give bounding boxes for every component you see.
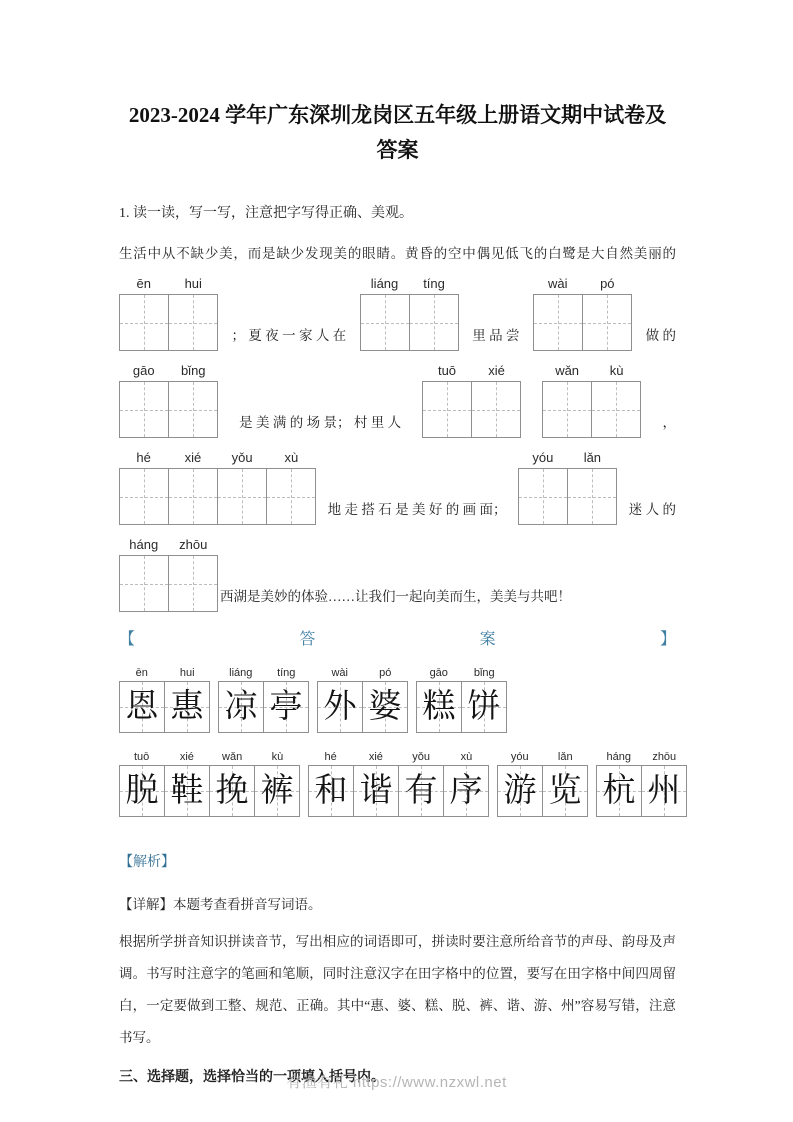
pinyin-label: xié [488,363,505,378]
watermark-footer: 有渔有礼 https://www.nzxwl.net [286,1074,507,1091]
tianzige-box [416,681,507,733]
inline-sentence-text: ， [662,415,676,430]
tianzige-cell [168,469,217,524]
answer-character: 州 [647,772,681,809]
tianzige-cell [361,295,409,350]
tianzige-box [119,681,210,733]
tianzige-cell [254,766,299,816]
pinyin-label: gāo [429,667,448,679]
answer-grid-rows [119,666,681,817]
pinyin-label: ēn [135,667,148,679]
tianzige-cell [417,682,461,732]
answer-character: 挽 [215,772,249,809]
tianzige-cell [168,556,217,611]
pinyin-row [119,362,218,381]
tianzige-box [119,294,218,351]
pinyin-label: wǎn [555,363,580,378]
inline-sentence-text: 地 走 搭 石 是 美 好 的 画 面； [327,502,507,517]
pinyin-label: pó [600,276,615,291]
pinyin-label: yǒu [412,751,430,763]
pinyin-label: wǎn [222,751,243,763]
pinyin-label: xù [284,450,299,465]
answer-character: 游 [503,772,537,809]
inline-sentence-text: 迷 人 的 [628,502,676,517]
answer-grid [308,750,489,817]
pinyin-label: zhōu [179,537,208,552]
tianzige-box [308,765,489,817]
tianzige-cell [498,766,542,816]
page-title-line1: 2023-2024 学年广东深圳龙岗区五年级上册语文期中试卷及 [128,103,667,127]
tianzige-cell [409,295,458,350]
pinyin-row [360,275,459,294]
tianzige-cell [362,682,407,732]
tianzige-cell [423,382,471,437]
tianzige-cell [353,766,398,816]
tianzige-cell [309,766,353,816]
pinyin-label: ēn [136,276,151,291]
answer-section-header [119,628,676,652]
answer-character: 恩 [125,688,159,725]
pinyin-label: tíng [423,276,445,291]
pinyin-row [119,750,300,765]
detail-intro: 本题考查看拼音写词语。 [173,897,322,912]
writing-grid [360,275,459,351]
writing-grid [533,275,632,351]
pinyin-label: bǐng [473,667,495,679]
pinyin-row [596,750,687,765]
tianzige-cell [120,295,168,350]
question-grid-row [119,449,676,525]
page-title-line2: 答案 [376,138,419,162]
writing-grid [119,449,316,525]
tianzige-box [317,681,408,733]
pinyin-label: hui [184,276,202,291]
answer-character: 凉 [224,688,258,725]
writing-grid [119,362,218,438]
pinyin-row [119,449,316,468]
pinyin-label: liáng [229,667,253,679]
tianzige-cell [120,469,168,524]
pinyin-label: hé [136,450,151,465]
inline-sentence-text: 做 的 [645,328,676,343]
answer-character: 脱 [125,772,159,809]
pinyin-row [497,750,588,765]
tianzige-cell [471,382,520,437]
tianzige-cell [120,682,164,732]
tianzige-cell [461,682,506,732]
writing-grid [542,362,641,438]
writing-grid [119,275,218,351]
answer-grid [596,750,687,817]
question-grid-row [119,362,676,438]
answer-grid [416,666,507,733]
pinyin-label: tíng [277,667,296,679]
pinyin-label: kù [609,363,624,378]
pinyin-label: xié [368,751,383,763]
next-section-heading: 三、选择题，选择恰当的一项填入括号内。 [119,1070,385,1085]
writing-grid [119,536,218,612]
analysis-header: 【解析】 [119,855,175,870]
answer-header-char2: 案 [479,631,496,648]
pinyin-label: xié [184,450,202,465]
tianzige-box [119,555,218,612]
inline-sentence-text: 是 美 满 的 场 景； 村 里 人 [239,415,402,430]
tianzige-cell [266,469,315,524]
answer-header-close-bracket: 】 [659,631,676,648]
pinyin-label: háng [606,751,631,763]
tianzige-cell [164,766,209,816]
analysis-detail-line [119,894,676,916]
pinyin-label: bǐng [180,363,206,378]
pinyin-row [518,449,617,468]
answer-character: 谐 [359,772,393,809]
pinyin-row [422,362,521,381]
tianzige-cell [597,766,641,816]
tianzige-cell [443,766,488,816]
tianzige-cell [582,295,631,350]
pinyin-row [308,750,489,765]
tianzige-cell [209,766,254,816]
pinyin-row [542,362,641,381]
pinyin-label: tuō [133,751,150,763]
tianzige-box [497,765,588,817]
answer-character: 览 [548,772,582,809]
tianzige-cell [219,682,263,732]
answer-character: 糕 [422,688,456,725]
pinyin-label: kù [271,751,284,763]
detail-label: 【详解】 [119,897,173,912]
pinyin-row [119,666,210,681]
pinyin-label: tuō [437,363,457,378]
tianzige-box [596,765,687,817]
tianzige-box [360,294,459,351]
tianzige-cell [120,556,168,611]
tianzige-cell [591,382,640,437]
tianzige-box [119,468,316,525]
tianzige-cell [567,469,616,524]
question-1-intro-text: 生活中从不缺少美，而是缺少发现美的眼睛。黄昏的空中偶见低飞的白鹭是大自然美丽的 [119,246,676,261]
answer-character: 和 [314,772,348,809]
tianzige-cell [120,766,164,816]
answer-character: 裤 [260,772,294,809]
pinyin-row [416,666,507,681]
tianzige-cell [519,469,567,524]
pinyin-label: wài [331,667,348,679]
pinyin-row [533,275,632,294]
tianzige-cell [534,295,582,350]
pinyin-label: xù [460,751,473,763]
pinyin-label: pó [379,667,392,679]
tianzige-box [218,681,309,733]
tianzige-cell [168,295,217,350]
tianzige-cell [641,766,686,816]
question-1-prompt: 1. 读一读，写一写，注意把字写得正确、美观。 [119,206,413,221]
writing-grid [518,449,617,525]
tianzige-cell [318,682,362,732]
pinyin-label: zhōu [652,751,677,763]
tianzige-cell [263,682,308,732]
pinyin-label: xié [179,751,194,763]
answer-character: 外 [323,688,357,725]
inline-sentence-text: ； 夏 夜 一 家 人 在 [231,328,347,343]
tianzige-cell [168,382,217,437]
tianzige-box [119,381,218,438]
answer-grid [218,666,309,733]
pinyin-label: gāo [132,363,155,378]
answer-character: 饼 [467,688,501,725]
pinyin-label: lǎn [583,450,602,465]
tianzige-cell [542,766,587,816]
answer-grid [317,666,408,733]
tianzige-cell [398,766,443,816]
question-grid-rows [119,275,676,612]
answer-header-open-bracket: 【 [119,631,136,648]
tianzige-box [119,765,300,817]
answer-grid [119,666,210,733]
pinyin-row [119,275,218,294]
tianzige-cell [543,382,591,437]
tianzige-box [422,381,521,438]
tianzige-cell [217,469,266,524]
answer-character: 婆 [368,688,402,725]
analysis-paragraph: 根据所学拼音知识拼读音节，写出相应的词语即可，拼读时要注意所给音节的声母、韵母及声调。书写时注意字的笔画和笔顺，同时注意汉字在田字格中的位置，要写在田字格中间四周留白，一定要做到工整、规范、正确。其中“惠、婆、糕、脱、裤、谐、游、州”容易写错，注意书写。 [119,934,676,1045]
tianzige-cell [164,682,209,732]
pinyin-label: liáng [370,276,399,291]
answer-character: 有 [404,772,438,809]
pinyin-label: yóu [532,450,554,465]
answer-character: 亭 [269,688,303,725]
inline-sentence-text: 西湖是美妙的体验……让我们一起向美而生，美美与共吧！ [220,589,571,604]
writing-grid [422,362,521,438]
answer-character: 序 [449,772,483,809]
pinyin-label: hui [179,667,195,679]
tianzige-box [533,294,632,351]
answer-grid [497,750,588,817]
pinyin-label: yǒu [231,450,253,465]
inline-sentence-text: 里 品 尝 [472,328,520,343]
answer-character: 杭 [602,772,636,809]
pinyin-label: yóu [510,751,529,763]
tianzige-box [542,381,641,438]
answer-grid [119,750,300,817]
pinyin-row [218,666,309,681]
question-grid-row [119,536,676,612]
pinyin-label: háng [129,537,159,552]
question-grid-row [119,275,676,351]
tianzige-cell [120,382,168,437]
pinyin-label: hé [324,751,337,763]
answer-character: 惠 [170,688,204,725]
pinyin-label: lǎn [557,751,573,763]
pinyin-row [317,666,408,681]
answer-character: 鞋 [170,772,204,809]
answer-grid-row [119,666,676,733]
answer-grid-row [119,750,681,817]
tianzige-box [518,468,617,525]
page-title [119,98,676,168]
answer-header-char1: 答 [299,631,316,648]
pinyin-row [119,536,218,555]
pinyin-label: wài [548,276,568,291]
